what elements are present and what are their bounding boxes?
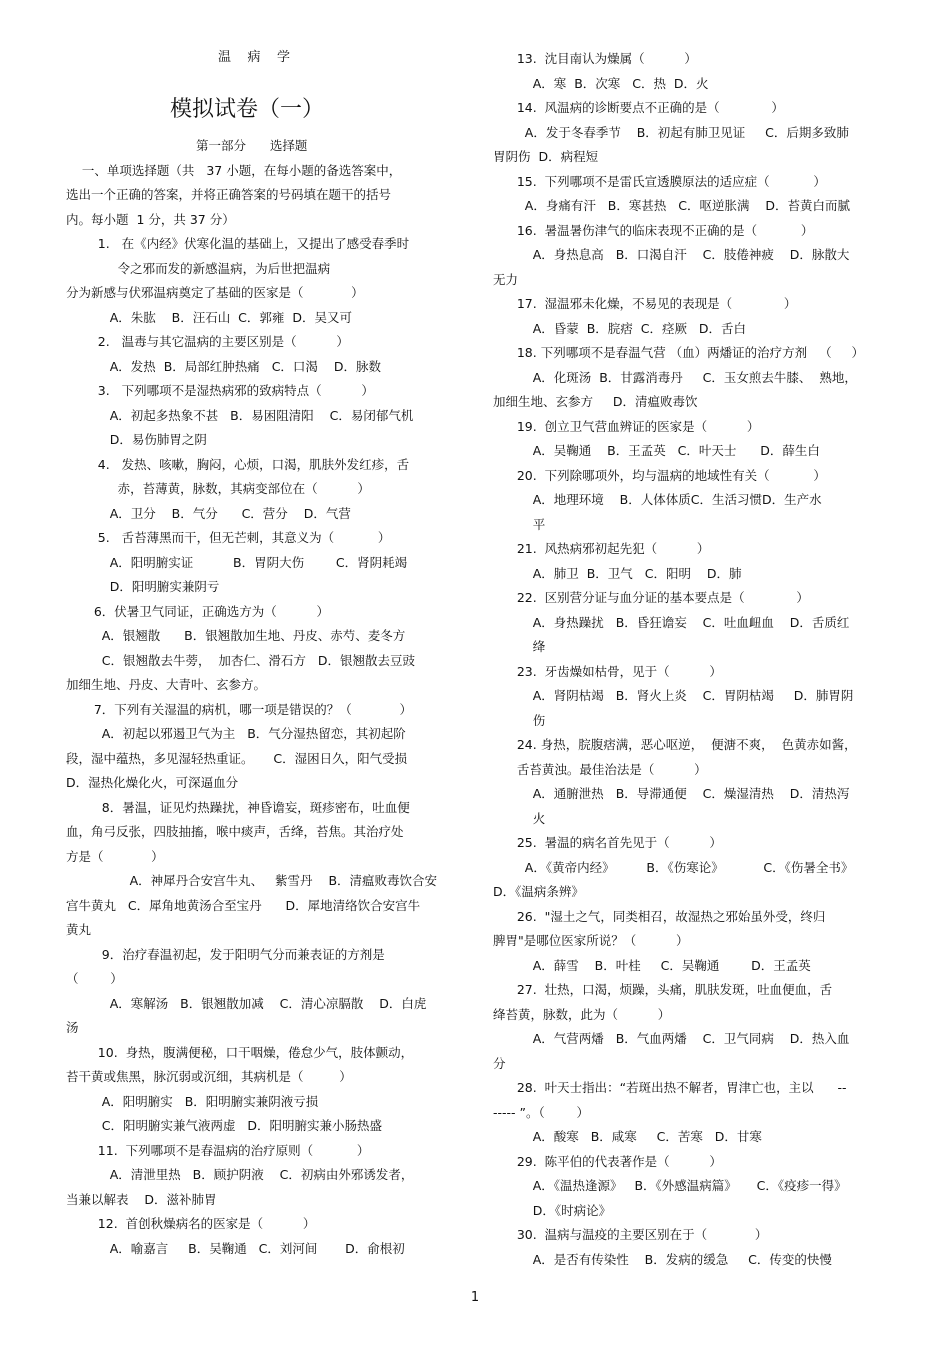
question-line: 段，湿中蕴热，多见湿轻热重证。 C．湿困日久，阳气受损 — [66, 750, 408, 766]
question-line: 加细生地、丹皮、大青叶、玄参方。 — [66, 677, 267, 692]
question-line: 方是（ ） — [66, 848, 164, 864]
question-line: 30. 温病与温疫的主要区别在于（ ） — [493, 1227, 768, 1242]
question-line: 绛 — [493, 639, 546, 654]
question-line: A．身痛有汗 B．寒甚热 C．呕逆胀满 D．苔黄白而腻 — [493, 198, 851, 213]
question-line: 1. 在《内经》伏寒化温的基础上，又提出了感受春季时 — [66, 236, 410, 251]
question-line: 23. 牙齿燥如枯骨，见于（ ） — [493, 663, 722, 679]
question-line: A．《温热逢源》 B．《外感温病篇》 C．《疫疹一得》 — [493, 1178, 847, 1193]
question-line: 内。每小题 1 分，共 37 分） — [66, 211, 235, 227]
question-line: 14. 风温病的诊断要点不正确的是（ ） — [493, 100, 784, 115]
page-number: 1 — [470, 1290, 480, 1305]
section-heading: 第一部分 选择题 — [196, 138, 308, 153]
question-line: A．喻嘉言 B．吴鞠通 C．刘河间 D．俞根初 — [66, 1240, 405, 1256]
question-line: C．阳明腑实兼气液两虚 D．阳明腑实兼小肠热盛 — [66, 1118, 383, 1133]
question-line: D．阳明腑实兼阴亏 — [66, 579, 220, 594]
question-line: C．银翘散去牛蒡， 加杏仁、滑石方 D．银翘散去豆豉 — [66, 652, 415, 668]
question-line: A．初起多热象不甚 B．易困阻清阳 C．易闭郁气机 — [66, 407, 414, 423]
question-line: A．发于冬春季节 B．初起有肺卫见证 C．后期多致肺 — [493, 124, 849, 140]
question-line: A．昏蒙 B．脘痞 C．痉厥 D．舌白 — [493, 320, 747, 336]
question-line: A．肺卫 B．卫气 C．阳明 D．肺 — [493, 565, 742, 581]
question-line: 20. 下列除哪项外，均与温病的地域性有关（ ） — [493, 467, 826, 483]
question-line: A．阳明腑实 B．阳明腑实兼阴液亏损 — [66, 1093, 319, 1109]
question-line: 22. 区别营分证与血分证的基本要点是（ ） — [493, 590, 809, 605]
question-line: A．气营两燔 B．气血两燔 C．卫气同病 D．热入血 — [493, 1031, 850, 1046]
question-line: （ ） — [66, 971, 123, 986]
question-line: A．身热躁扰 B．昏狂谵妄 C．吐血衄血 D．舌质红 — [493, 614, 850, 630]
question-line: A．寒解汤 B．银翘散加减 C．清心凉膈散 D．白虎 — [66, 995, 427, 1011]
question-line: 黄丸 — [66, 922, 92, 937]
question-line: 分 — [493, 1055, 506, 1071]
question-line: 宫牛黄丸 C．犀角地黄汤合至宝丹 D．犀地清络饮合安宫牛 — [66, 897, 421, 913]
question-line: 5. 舌苔薄黑而干，但无芒刺，其意义为（ ） — [66, 530, 391, 545]
question-line: 26. "湿土之气，同类相召，故湿热之邪始虽外受，终归 — [493, 908, 826, 924]
question-line: A．发热 B．局部红肿热痛 C．口渴 D．脉数 — [66, 358, 381, 374]
question-line: 17. 湿温邪未化燥，不易见的表现是（ ） — [493, 296, 797, 311]
question-line: A．朱肱 B．汪石山 C．郭雍 D．吴又可 — [66, 309, 352, 325]
question-line: 2. 温毒与其它温病的主要区别是（ ） — [66, 334, 349, 349]
question-line: 令之邪而发的新感温病，为后世把温病 — [66, 260, 331, 276]
question-line: 25. 暑温的病名首先见于（ ） — [493, 835, 722, 850]
question-line: 15. 下列哪项不是雷氏宣透膜原法的适应症（ ） — [493, 173, 826, 189]
question-line: A．薛雪 B．叶桂 C．吴鞠通 D．王孟英 — [493, 957, 811, 973]
question-line: 4. 发热、咳嗽，胸闷，心烦，口渴，肌肤外发红疹，舌 — [66, 456, 410, 472]
question-line: 7．下列有关湿温的病机，哪一项是错误的？（ ） — [66, 701, 412, 717]
question-line: A．肾阴枯竭 B．肾火上炎 C．胃阴枯竭 D．肺胃阴 — [493, 688, 854, 703]
question-line: 加细生地、玄参方 D．清瘟败毒饮 — [493, 394, 698, 409]
question-line: 11. 下列哪项不是春温病的治疗原则（ ） — [66, 1142, 370, 1158]
question-line: D．《温病条辨》 — [493, 884, 584, 899]
question-line: 平 — [493, 516, 546, 532]
question-line: 21. 风热病邪初起先犯（ ） — [493, 541, 710, 556]
question-line: D．湿热化燥化火，可深逼血分 — [66, 775, 239, 790]
question-line: 一、单项选择题（共 37 小题，在每小题的备选答案中， — [66, 162, 402, 178]
question-line: D．《时病论》 — [493, 1202, 612, 1218]
exam-title: 模拟试卷（一） — [170, 97, 325, 122]
question-line: A．地理环境 B．人体体质C．生活习惯D．生产水 — [493, 492, 822, 507]
question-line: A．酸寒 B．咸寒 C．苦寒 D．甘寒 — [493, 1129, 762, 1144]
question-line: 分为新感与伏邪温病奠定了基础的医家是（ ） — [66, 285, 364, 300]
question-line: 火 — [493, 810, 546, 826]
question-line: 当兼以解表 D．滋补肺胃 — [66, 1191, 217, 1207]
subject-heading: 温 病 学 — [217, 50, 291, 65]
question-line: D．易伤肺胃之阴 — [66, 432, 207, 447]
question-line: A．银翘散 B．银翘散加生地、丹皮、赤芍、麦冬方 — [66, 628, 406, 643]
question-line: A．清泄里热 B．顾护阴液 C．初病由外邪诱发者， — [66, 1167, 414, 1182]
right-column — [493, 0, 869, 1272]
left-column — [66, 0, 442, 1261]
question-line: A．通腑泄热 B．导滞通便 C．燥湿清热 D．清热泻 — [493, 786, 850, 801]
question-line: A．卫分 B．气分 C．营分 D．气营 — [66, 505, 351, 521]
question-line: 舌苔黄浊。最佳治法是（ ） — [493, 761, 707, 777]
question-line: A．身热息高 B．口渴自汗 C．肢倦神疲 D．脉散大 — [493, 247, 850, 262]
question-line: 10. 身热，腹满便秘，口干咽燥，倦怠少气，肢体颤动， — [66, 1044, 414, 1060]
question-line: 16. 暑温暑伤津气的临床表现不正确的是（ ） — [493, 222, 814, 238]
question-line: A．是否有传染性 B．发病的缓急 C．传变的快慢 — [493, 1251, 832, 1267]
question-line: A．初起以邪遏卫气为主 B．气分湿热留恋，其初起阶 — [66, 726, 406, 741]
question-line: 绛苔黄，脉数，此为（ ） — [493, 1006, 671, 1022]
question-line: 胃阴伤 D．病程短 — [493, 149, 599, 164]
question-line: A．化斑汤 B．甘露消毒丹 C．玉女煎去牛膝、 熟地， — [493, 369, 857, 385]
question-line: 9．治疗春温初起，发于阳明气分而兼表证的方剂是 — [66, 946, 385, 962]
question-line: 赤，苔薄黄，脉数，其病变部位在（ ） — [66, 481, 370, 496]
question-line: 3. 下列哪项不是湿热病邪的致病特点（ ） — [66, 383, 374, 398]
question-line: 13. 沈目南认为燥属（ ） — [493, 51, 697, 66]
question-line: A．《黄帝内经》 B．《伤寒论》 C．《伤暑全书》 — [493, 859, 854, 875]
question-line: 无力 — [493, 271, 519, 287]
question-line: A．阳明腑实证 B．胃阴大伤 C．肾阴耗竭 — [66, 554, 408, 570]
question-line: 选出一个正确的答案，并将正确答案的号码填在题干的括号 — [66, 187, 392, 202]
question-line: A．神犀丹合安宫牛丸、 紫雪丹 B．清瘟败毒饮合安 — [66, 873, 438, 888]
question-line: 27. 壮热，口渴，烦躁，头痛，肌肤发斑，吐血便血，舌 — [493, 982, 833, 997]
question-line: 28. 叶天士指出：“若斑出热不解者，胃津亡也，主以 -- — [493, 1080, 847, 1095]
question-line: 苔干黄或焦黑，脉沉弱或沉细，其病机是（ ） — [66, 1069, 352, 1084]
question-line: A．吴鞠通 B．王孟英 C．叶天士 D．薛生白 — [493, 443, 820, 458]
question-line: A．寒 B．次寒 C．热 D．火 — [493, 75, 709, 91]
question-line: 血，角弓反张，四肢抽搐，喉中痰声，舌绛，苔焦。其治疗处 — [66, 824, 404, 839]
question-line: 脾胃"是哪位医家所说？（ ） — [493, 933, 689, 948]
question-line: 6．伏暑卫气同证，正确选方为（ ） — [66, 603, 330, 619]
question-line: 29. 陈平伯的代表著作是（ ） — [493, 1153, 722, 1169]
question-line: 8．暑温，证见灼热躁扰，神昏谵妄，斑疹密布，吐血便 — [66, 799, 410, 815]
question-line: 18. 下列哪项不是春温气营 （血）两燔证的治疗方剂 （ ） — [493, 345, 864, 360]
left-question-list — [66, 159, 442, 1262]
question-line: ----- ”。（ ） — [493, 1104, 590, 1120]
question-line: 12. 首创秋燥病名的医家是（ ） — [66, 1216, 316, 1231]
question-line: 伤 — [493, 712, 546, 728]
question-line: 24. 身热，脘腹痞满，恶心呕逆， 便溏不爽， 色黄赤如酱， — [493, 737, 857, 752]
question-line: 汤 — [66, 1020, 79, 1035]
right-question-list — [493, 47, 869, 1272]
question-line: 19. 创立卫气营血辨证的医家是（ ） — [493, 418, 760, 434]
